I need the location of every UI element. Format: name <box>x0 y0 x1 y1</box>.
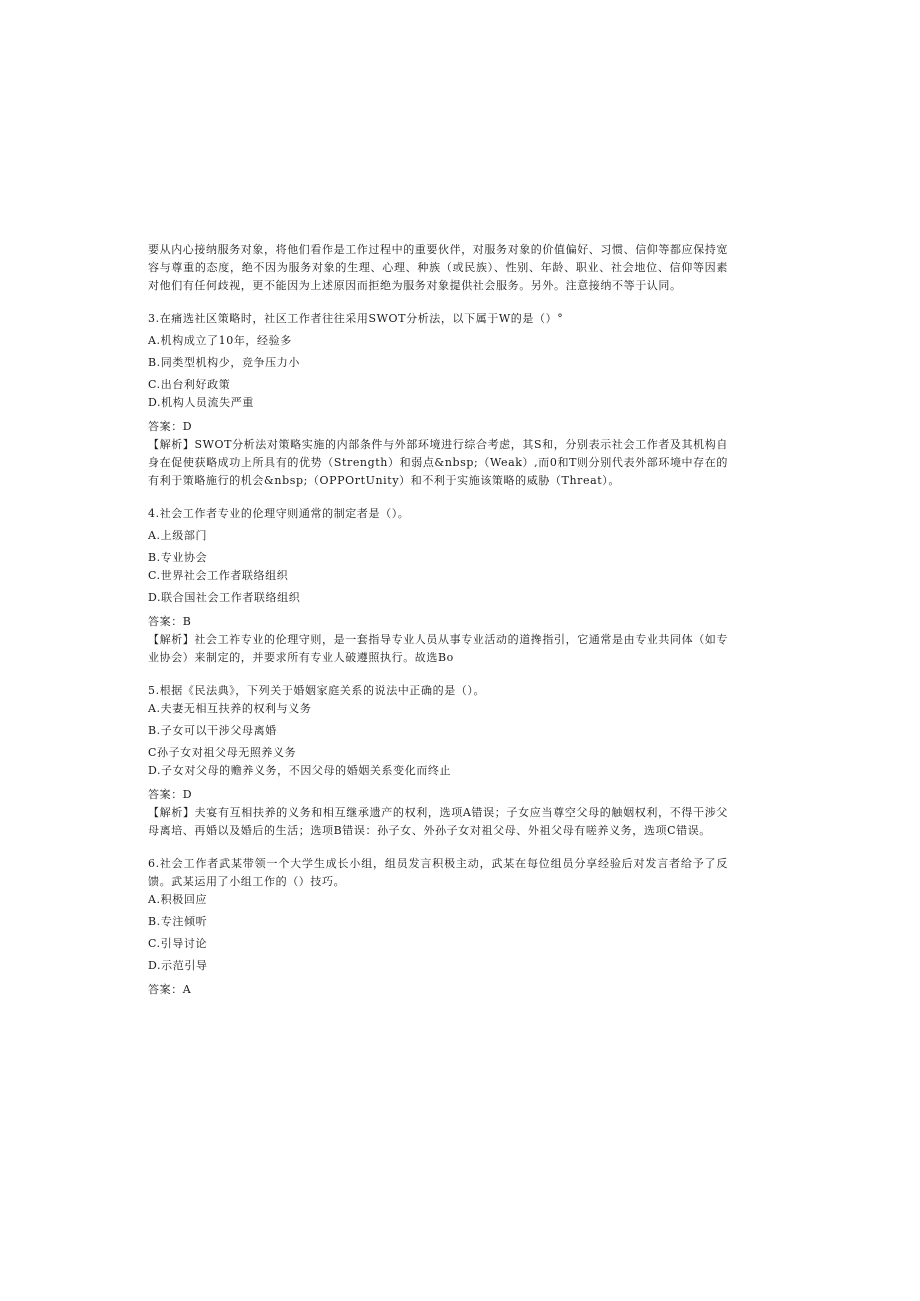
question-6 <box>148 855 728 999</box>
answer: 答案：D <box>148 420 193 433</box>
option-b: B.同类型机构少，竞争压力小 <box>148 356 300 369</box>
document-page <box>148 241 728 999</box>
option-d: D.联合国社会工作者联络组织 <box>148 591 301 604</box>
option-c: C.世界社会工作者联络组织 <box>148 569 289 582</box>
option-d: D.机构人员流失严重 <box>148 396 254 409</box>
option-b: B.专业协会 <box>148 551 208 564</box>
option-b: B.子女可以干涉父母离婚 <box>148 724 277 737</box>
option-a: A.机构成立了10年，经验多 <box>148 334 292 347</box>
analysis: 【解析】夫宴有互相扶养的义务和相互继承遗产的权利，选项A错误；子女应当尊空父母的触姻权利，不得干涉父母离培、再婚以及婚后的生活；选项B错误：孙子女、外孙子女对祖父母、外祖父母有嗟养义务，选项C错误。 <box>148 806 728 837</box>
question-title: 6.社会工作者武某带领一个大学生成长小组，组员发言积极主动，武某在每位组员分享经验后对发言者给予了反馈。武某运用了小组工作的（）技巧。 <box>148 857 728 888</box>
analysis: 【解析】社会工祚专业的伦理守则，是一套指导专业人员从事专业活动的道搀指引，它通常是由专业共同体（如专业协会）来制定的，并要求所有专业人破遵照执行。故选Bo <box>148 633 728 664</box>
answer: 答案：B <box>148 615 192 628</box>
option-b: B.专注倾听 <box>148 915 208 928</box>
analysis: 【解析】SWOT分析法对策略实施的内部条件与外部环境进行综合考虑，其S和，分别表示社会工作者及其机构自身在促使获略成功上所具有的优势（Strength）和弱点&nbsp;（Weak）,而0和T则分别代表外部环境中存在的有利于策略施行的机会&nbsp;（OPPOrtUnity）和不利于实施该策略的威胁（Threat）。 <box>148 438 728 487</box>
option-a: A.积极回应 <box>148 893 208 906</box>
question-title: 3.在痛选社区策略时，社区工作者往往采用SWOT分析法，以下属于W的是（）° <box>148 312 564 325</box>
question-title: 5.根据《民法典》，下列关于婚姻家庭关系的说法中正确的是（）。 <box>148 684 486 697</box>
option-d: D.子女对父母的赡养义务，不因父母的婚姻关系变化而终止 <box>148 764 452 777</box>
question-title: 4.社会工作者专业的伦理守则通常的制定者是（）。 <box>148 507 410 520</box>
option-a: A.夫妻无相互扶养的权利与义务 <box>148 702 312 715</box>
answer: 答案：A <box>148 983 192 996</box>
option-c: C.出台利好政策 <box>148 378 231 391</box>
question-3 <box>148 310 728 490</box>
option-a: A.上级部门 <box>148 529 208 542</box>
option-c: C.引导讨论 <box>148 937 208 950</box>
intro-paragraph: 要从内心接纳服务对象，将他们看作是工作过程中的重要伙伴，对服务对象的价值偏好、习惯、信仰等都应保持宽容与尊重的态度，绝不因为服务对象的生理、心理、种族（或民族）、性别、年龄、职业、社会地位、信仰等因素对他们有任何歧视，更不能因为上述原因而拒绝为服务对象提供社会服务。另外。注意接纳不等于认同。 <box>148 243 728 292</box>
question-4 <box>148 505 728 667</box>
option-c: C孙子女对祖父母无照养义务 <box>148 746 297 759</box>
option-d: D.示范引导 <box>148 959 208 972</box>
answer: 答案：D <box>148 788 193 801</box>
question-5 <box>148 682 728 840</box>
